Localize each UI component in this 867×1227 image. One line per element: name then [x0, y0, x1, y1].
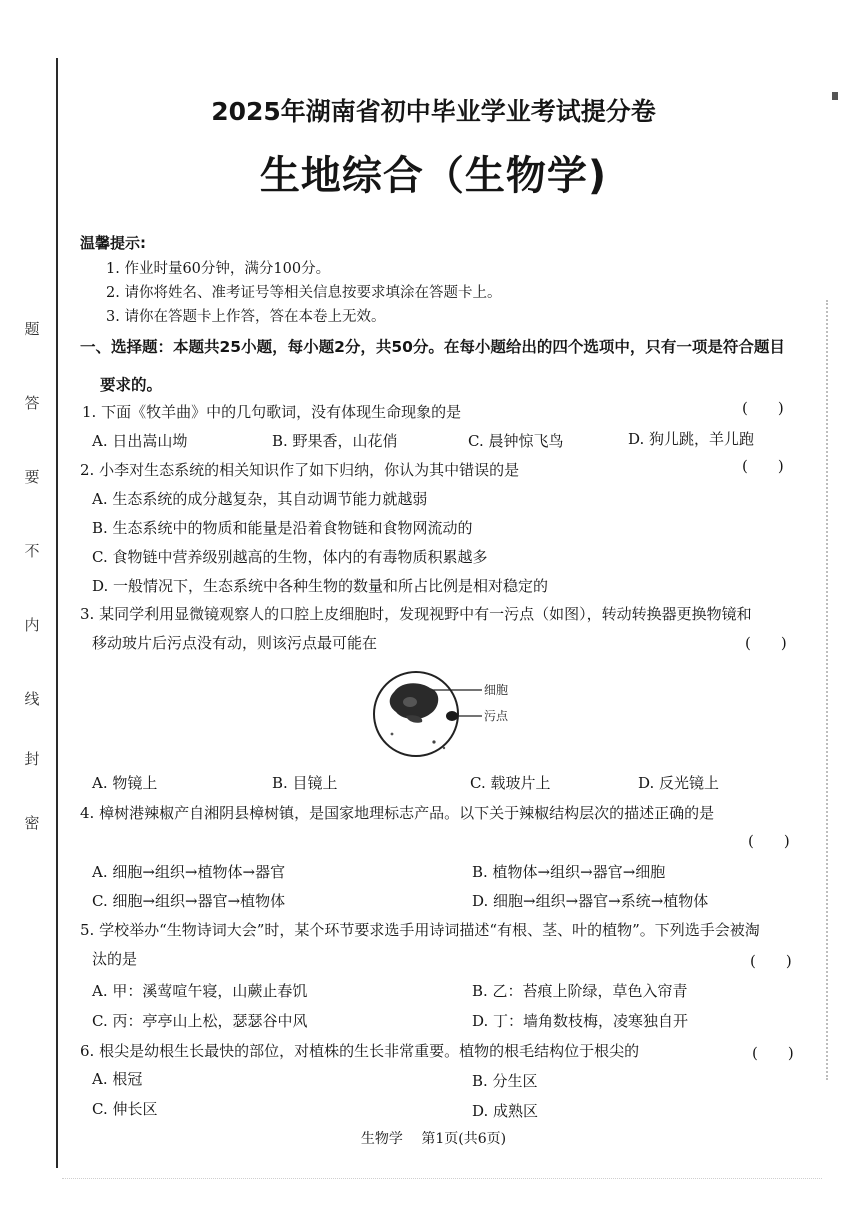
microscope-view-svg	[372, 664, 552, 764]
question-stem: 1. 下面《牧羊曲》中的几句歌词，没有体现生命现象的是	[82, 403, 462, 421]
option: B. 分生区	[472, 1072, 538, 1090]
option: A. 生态系统的成分越复杂，其自动调节能力就越弱	[92, 490, 428, 508]
question-stem-cont: 汰的是	[92, 950, 138, 968]
cell-nucleus	[403, 697, 417, 707]
option: C. 伸长区	[92, 1100, 158, 1118]
option: D. 狗儿跳，羊儿跑	[628, 430, 755, 448]
seal-char: 要	[24, 468, 40, 486]
debris-dot	[391, 733, 394, 736]
question-stem: 5. 学校举办“生物诗词大会”时，某个环节要求选手用诗词描述“有根、茎、叶的植物”。下列选手会被淘	[80, 921, 760, 939]
question-stem: 2. 小李对生态系统的相关知识作了如下归纳，你认为其中错误的是	[80, 461, 520, 479]
option: D. 丁：墙角数枝梅，凌寒独自开	[472, 1012, 689, 1030]
option: B. 植物体→组织→器官→细胞	[472, 863, 666, 881]
seal-char: 题	[24, 320, 40, 338]
binding-line	[56, 58, 58, 1168]
tip-item: 2. 请你将姓名、准考证号等相关信息按要求填涂在答题卡上。	[106, 285, 502, 301]
option: C. 晨钟惊飞鸟	[468, 432, 564, 450]
seal-char: 密	[24, 814, 40, 832]
option: B. 野果香，山花俏	[272, 432, 398, 450]
answer-bracket: ( )	[742, 457, 784, 475]
seal-char: 封	[24, 750, 40, 768]
tips-heading: 温馨提示:	[80, 234, 146, 252]
bottom-edge-dots	[62, 1178, 822, 1179]
section-heading-cont: 要求的。	[100, 376, 163, 394]
seal-char: 线	[24, 690, 40, 708]
question-stem-cont: 移动玻片后污点没有动，则该污点最可能在	[92, 634, 378, 652]
option: C. 食物链中营养级别越高的生物，体内的有毒物质积累越多	[92, 548, 488, 566]
seal-char: 答	[24, 394, 40, 412]
microscope-field-figure	[372, 664, 552, 768]
section-heading: 一、选择题：本题共25小题，每小题2分，共50分。在每小题给出的四个选项中，只有一项是符合题目	[80, 338, 785, 356]
option: D. 成熟区	[472, 1102, 539, 1120]
option: B. 目镜上	[272, 774, 338, 792]
question-stem: 6. 根尖是幼根生长最快的部位，对植株的生长非常重要。植物的根毛结构位于根尖的	[80, 1042, 640, 1060]
option: D. 一般情况下，生态系统中各种生物的数量和所占比例是相对稳定的	[92, 577, 549, 595]
answer-bracket: ( )	[748, 832, 790, 850]
tip-item: 1. 作业时量60分钟，满分100分。	[106, 261, 331, 277]
option: A. 细胞→组织→植物体→器官	[92, 863, 286, 881]
seal-char: 内	[24, 616, 40, 634]
cell-label: 细胞	[484, 683, 509, 697]
option: B. 生态系统中的物质和能量是沿着食物链和食物网流动的	[92, 519, 473, 537]
page-edge-dots	[826, 300, 828, 1080]
tip-item: 3. 请你在答题卡上作答，答在本卷上无效。	[106, 309, 386, 325]
option: C. 载玻片上	[470, 774, 551, 792]
answer-bracket: ( )	[752, 1044, 794, 1062]
option: B. 乙：苔痕上阶绿，草色入帘青	[472, 982, 688, 1000]
option: C. 细胞→组织→器官→植物体	[92, 892, 286, 910]
option: A. 甲：溪莺喧午寝，山蕨止春饥	[92, 982, 308, 1000]
stain-label: 污点	[484, 709, 509, 723]
answer-bracket: ( )	[745, 634, 787, 652]
page-footer: 生物学 第1页(共6页)	[360, 1131, 507, 1147]
option: C. 丙：亭亭山上松，瑟瑟谷中风	[92, 1012, 308, 1030]
option: D. 反光镜上	[638, 774, 720, 792]
option: A. 日出嵩山坳	[92, 432, 188, 450]
debris-dot	[443, 747, 445, 749]
stain-dot	[446, 711, 458, 721]
option: A. 物镜上	[92, 774, 158, 792]
option: D. 细胞→组织→器官→系统→植物体	[472, 892, 709, 910]
answer-bracket: ( )	[742, 399, 784, 417]
option: A. 根冠	[92, 1070, 143, 1088]
answer-bracket: ( )	[750, 952, 792, 970]
debris-dot	[432, 740, 435, 743]
question-stem: 3. 某同学利用显微镜观察人的口腔上皮细胞时，发现视野中有一污点（如图），转动转换器更换物镜和	[80, 605, 752, 623]
question-stem: 4. 樟树港辣椒产自湘阴县樟树镇，是国家地理标志产品。以下关于辣椒结构层次的描述正确的是	[80, 804, 715, 822]
seal-char: 不	[24, 542, 40, 560]
exam-title: 2025年湖南省初中毕业学业考试提分卷	[211, 97, 656, 126]
subject-title: 生地综合（生物学)	[259, 153, 608, 199]
